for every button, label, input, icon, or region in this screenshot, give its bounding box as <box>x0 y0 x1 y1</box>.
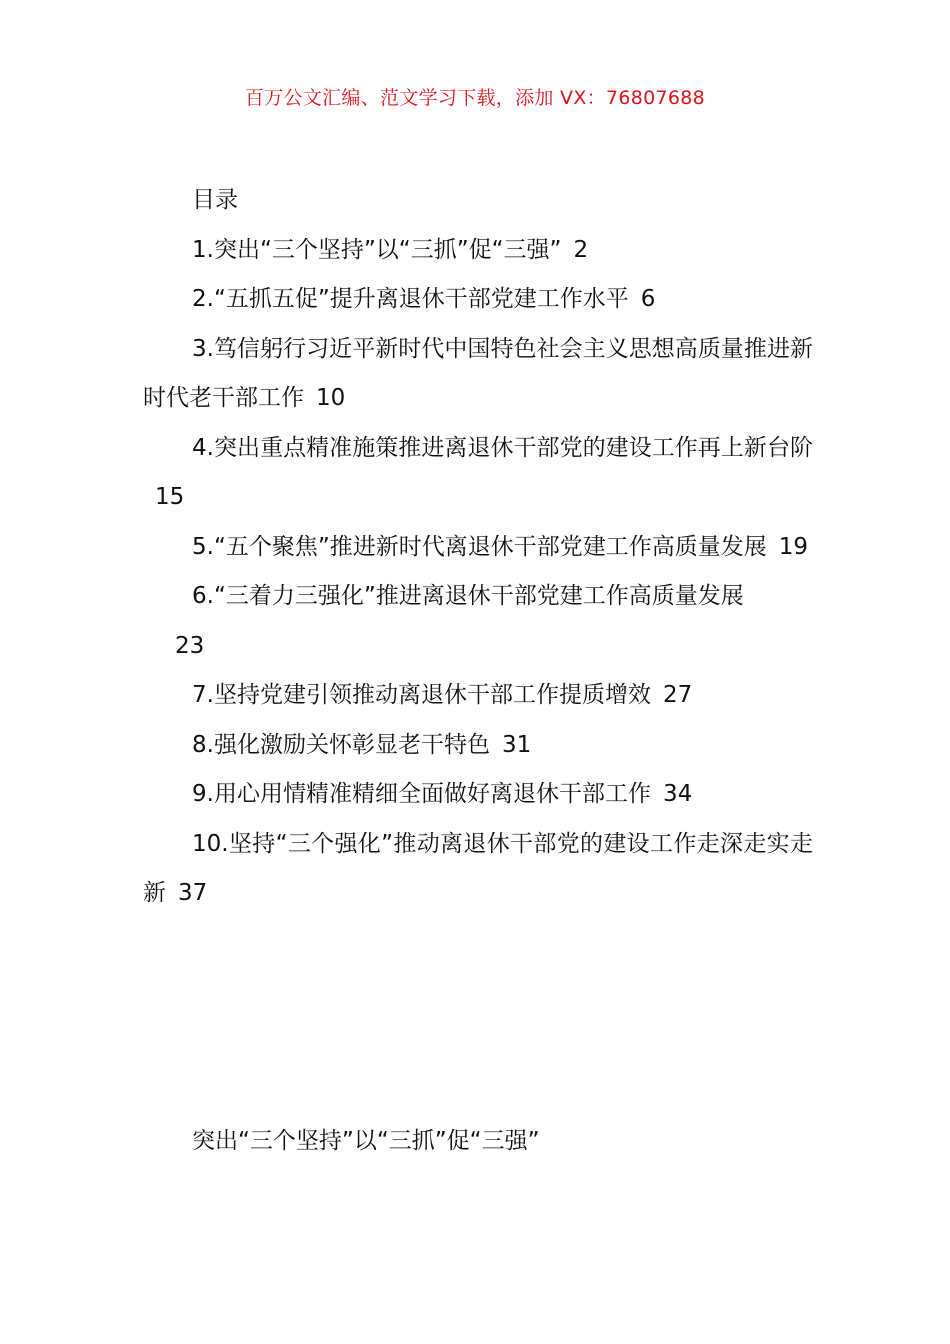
toc-entry[interactable] <box>143 572 813 671</box>
toc-entry-page: 34 <box>662 781 693 807</box>
toc-entry-label: 4.突出重点精准施策推进离退休干部党的建设工作再上新台阶 <box>192 434 813 461</box>
toc-entry[interactable] <box>143 275 813 325</box>
table-of-contents <box>143 176 813 919</box>
toc-entry-page: 31 <box>501 731 532 758</box>
toc-entry[interactable] <box>143 523 813 573</box>
toc-title: 目录 <box>192 187 238 213</box>
toc-entry[interactable] <box>143 325 813 424</box>
toc-entry-page: 19 <box>778 533 809 560</box>
toc-entry-label: 10.坚持“三个强化”推动离退休干部党的建设工作走深走实走新 <box>143 830 813 906</box>
toc-entry-label: 5.“五个聚焦”推进新时代离退休干部党建工作高质量发展 <box>192 533 767 560</box>
toc-entry-label: 1.突出“三个坚持”以“三抓”促“三强” <box>192 236 562 263</box>
section-heading: 突出“三个坚持”以“三抓”促“三强” <box>192 1128 540 1154</box>
toc-entry-label: 7.坚持党建引领推动离退休干部工作提质增效 <box>192 682 651 708</box>
toc-entry-page: 15 <box>155 484 185 510</box>
toc-entry[interactable] <box>143 424 813 523</box>
toc-entry-page: 23 <box>175 632 205 659</box>
toc-entry[interactable] <box>143 226 813 276</box>
toc-entry-label: 8.强化激励关怀彰显老干特色 <box>192 731 490 758</box>
toc-entry[interactable] <box>143 721 813 771</box>
toc-entry-page: 37 <box>178 880 208 906</box>
toc-entry-page: 10 <box>316 385 346 411</box>
toc-entry[interactable] <box>143 671 813 721</box>
toc-entry-label: 2.“五抓五促”提升离退休干部党建工作水平 <box>192 286 629 312</box>
toc-entry-page: 6 <box>640 286 656 312</box>
toc-entry[interactable] <box>143 820 813 919</box>
toc-entry-label: 6.“三着力三强化”推进离退休干部党建工作高质量发展 <box>192 583 744 609</box>
toc-entry-page: 2 <box>573 236 589 263</box>
toc-entry-label: 9.用心用情精准精细全面做好离退休干部工作 <box>192 781 651 807</box>
toc-entry-label: 3.笃信躬行习近平新时代中国特色社会主义思想高质量推进新时代老干部工作 <box>143 335 813 411</box>
watermark-banner: 百万公文汇编、范文学习下载，添加 VX：76807688 <box>244 87 706 109</box>
toc-entry-page: 27 <box>662 682 693 708</box>
toc-entry[interactable] <box>143 770 813 820</box>
